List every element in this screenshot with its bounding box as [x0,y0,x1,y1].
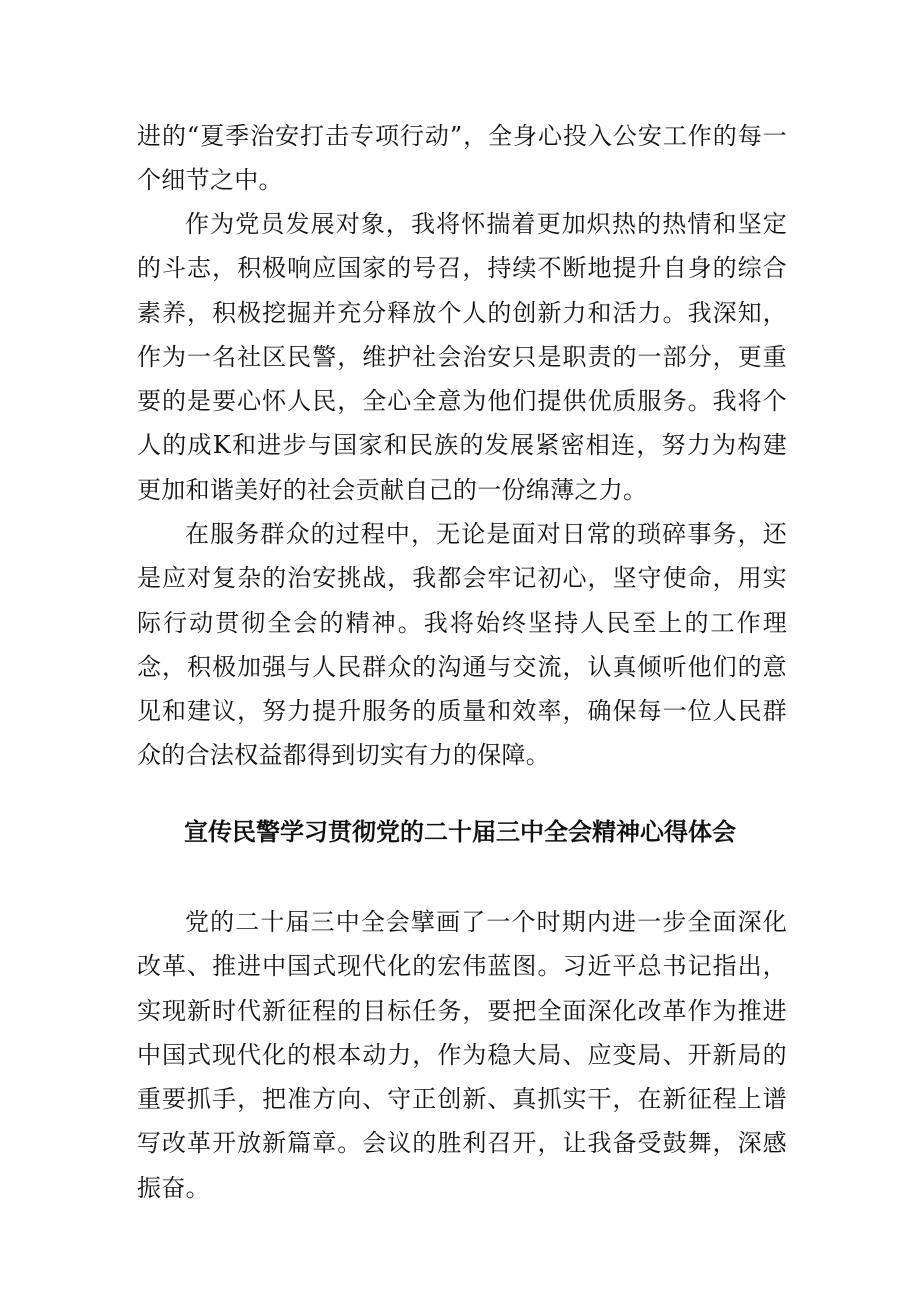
section-title: 宣传民警学习贯彻党的二十届三中全会精神心得体会 [184,818,736,846]
paragraph-plenary-session: 党的二十届三中全会擘画了一个时期内进一步全面深化改革、推进中国式现代化的宏伟蓝图。习近平总书记指出，实现新时代新征程的目标任务，要把全面深化改革作为推进中国式现代化的根本动力，作为稳大局、应变局、开新局的重要抓手，把准方向、守正创新、真抓实干，在新征程上谱写改革开放新篇章。会议的胜利召开，让我备受鼓舞，深感振奋。 [137,908,787,1202]
paragraph-party-member: 作为党员发展对象，我将怀揣着更加炽热的热情和坚定的斗志，积极响应国家的号召，持续不断地提升自身的综合素养，积极挖掘并充分释放个人的创新力和活力。我深知，作为一名社区民警，维护社会治安只是职责的一部分，更重要的是要心怀人民，全心全意为他们提供优质服务。我将个人的成K和进步与国家和民族的发展紧密相连，努力为构建更加和谐美好的社会贡献自己的一份绵薄之力。 [137,210,787,504]
continuation-paragraph: 进的“夏季治安打击专项行动”，全身心投入公安工作的每一个细节之中。 [137,122,787,195]
paragraph-serving-public: 在服务群众的过程中，无论是面对日常的琐碎事务，还是应对复杂的治安挑战，我都会牢记初心，坚守使命，用实际行动贯彻全会的精神。我将始终坚持人民至上的工作理念，积极加强与人民群众的沟通与交流，认真倾听他们的意见和建议，努力提升服务的质量和效率，确保每一位人民群众的合法权益都得到切实有力的保障。 [137,520,787,770]
